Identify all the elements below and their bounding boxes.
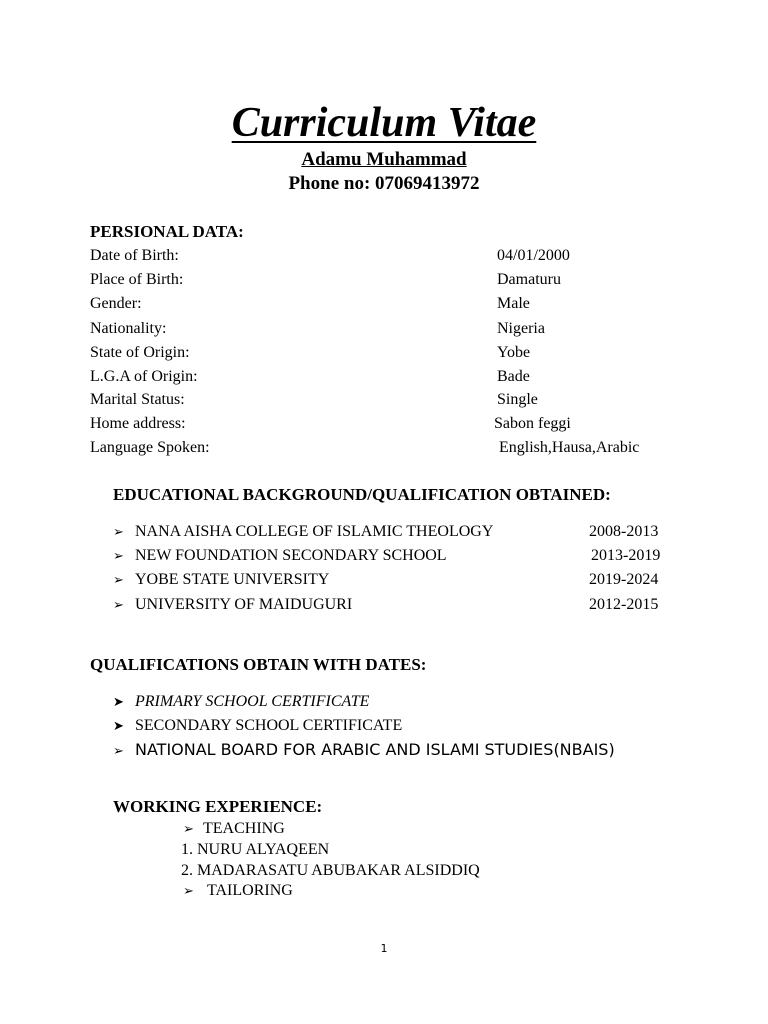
qualification-name: PRIMARY SCHOOL CERTIFICATE [135, 693, 370, 710]
school-name: NANA AISHA COLLEGE OF ISLAMIC THEOLOGY [135, 523, 494, 540]
personal-value: Yobe [497, 344, 531, 361]
experience-teaching: TEACHING [203, 820, 285, 837]
education-item [113, 545, 447, 568]
experience-tailoring: TAILORING [207, 882, 293, 899]
personal-value: English,Hausa,Arabic [499, 439, 640, 456]
school-years: 2013-2019 [591, 547, 661, 564]
qualification-name: SECONDARY SCHOOL CERTIFICATE [135, 717, 403, 734]
arrow-bullet-icon: ➢ [183, 884, 194, 899]
qualifications-heading: QUALIFICATIONS OBTAIN WITH DATES: [90, 655, 427, 674]
personal-label: Place of Birth: [90, 271, 184, 288]
personal-label: Language Spoken: [90, 439, 210, 456]
page-number: 1 [380, 942, 388, 955]
personal-value: Nigeria [497, 320, 545, 337]
arrow-bullet-icon: ➢ [113, 549, 124, 564]
experience-heading: WORKING EXPERIENCE: [113, 797, 323, 816]
personal-value: Bade [497, 368, 530, 385]
experience-item [183, 818, 285, 841]
education-item [113, 521, 493, 544]
qualification-item [113, 691, 369, 714]
experience-item [183, 880, 293, 903]
personal-value: Damaturu [497, 271, 561, 288]
education-heading: EDUCATIONAL BACKGROUND/QUALIFICATION OBTAINED: [113, 485, 611, 504]
personal-value: Male [497, 295, 530, 312]
arrow-bullet-icon: ➢ [113, 525, 124, 540]
personal-data-heading: PERSIONAL DATA: [90, 222, 244, 241]
personal-label: Date of Birth: [90, 247, 179, 264]
arrow-bullet-icon: ➢ [113, 573, 124, 588]
school-years: 2008-2013 [589, 523, 659, 540]
school-years: 2019-2024 [589, 571, 659, 588]
personal-label: Gender: [90, 295, 142, 312]
document-title: Curriculum Vitae [231, 100, 537, 146]
phone-number: Phone no: 07069413972 [288, 173, 480, 194]
arrow-bullet-icon: ➢ [113, 598, 124, 613]
qualification-name: NATIONAL BOARD FOR ARABIC AND ISLAMI STUDIES(NBAIS) [135, 740, 615, 759]
qualification-item [113, 739, 615, 763]
arrow-bullet-icon: ➤ [113, 719, 124, 734]
applicant-name: Adamu Muhammad [301, 149, 467, 170]
arrow-bullet-icon: ➤ [113, 695, 124, 710]
arrow-bullet-icon: ➢ [113, 744, 124, 759]
education-item [113, 569, 329, 592]
personal-value: Sabon feggi [494, 415, 571, 432]
school-name: NEW FOUNDATION SECONDARY SCHOOL [135, 547, 447, 564]
education-item [113, 594, 352, 617]
school-years: 2012-2015 [589, 596, 659, 613]
school-name: UNIVERSITY OF MAIDUGURI [135, 596, 353, 613]
experience-place: 2. MADARASATU ABUBAKAR ALSIDDIQ [181, 862, 480, 879]
personal-label: Home address: [90, 415, 186, 432]
personal-label: Marital Status: [90, 391, 185, 408]
school-name: YOBE STATE UNIVERSITY [135, 571, 330, 588]
arrow-bullet-icon: ➢ [183, 822, 194, 837]
personal-label: State of Origin: [90, 344, 190, 361]
personal-value: 04/01/2000 [497, 247, 570, 264]
qualification-item [113, 715, 402, 738]
experience-place: 1. NURU ALYAQEEN [181, 841, 330, 858]
personal-value: Single [497, 391, 538, 408]
personal-label: L.G.A of Origin: [90, 368, 198, 385]
personal-label: Nationality: [90, 320, 167, 337]
